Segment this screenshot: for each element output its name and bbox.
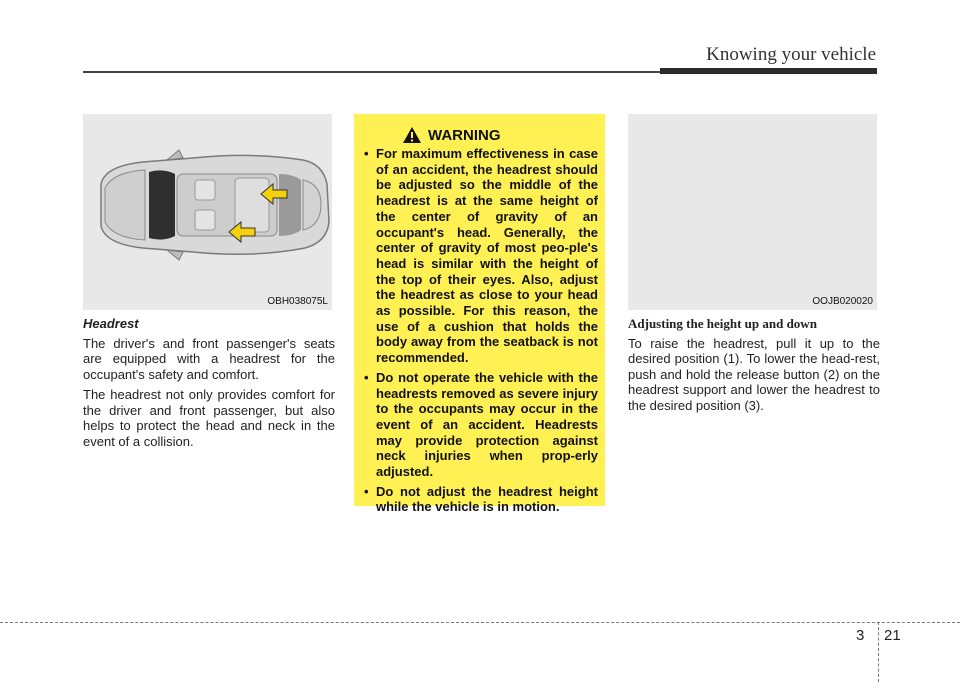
bullet: • <box>364 483 369 499</box>
warning-header <box>402 124 501 146</box>
bullet: • <box>364 146 369 161</box>
car-top-view-illustration <box>83 114 332 310</box>
warning-list <box>362 146 598 519</box>
warning-item-text: Do not operate the vehicle with the headrests removed as severe injury to the occupants may occur in the event of an accident. Headrests may provide protection against neck injuries when prop-erly adjusted. <box>376 369 598 480</box>
bullet: • <box>364 369 369 385</box>
header-title: Knowing your vehicle <box>706 44 876 65</box>
paragraph: To raise the headrest, pull it up to the desired position (1). To lower the head-rest, push and hold the release button (2) on the headrest support and lower the headrest to the desired position (3). <box>628 335 880 413</box>
figure-code: OOJB020020 <box>812 296 873 307</box>
paragraph: The driver's and front passenger's seats are equipped with a headrest for the occupant's safety and comfort. <box>83 335 335 382</box>
right-column <box>628 316 880 418</box>
left-column <box>83 316 335 454</box>
page-number-separator <box>878 622 879 682</box>
figure-code: OBH038075L <box>267 296 328 307</box>
car-top-view-figure <box>83 114 332 310</box>
warning-item <box>362 484 598 515</box>
warning-box <box>354 114 605 515</box>
section-heading: Adjusting the height up and down <box>628 316 817 331</box>
headrest-adjust-figure <box>628 114 877 310</box>
section-heading: Headrest <box>83 316 139 331</box>
warning-title: WARNING <box>428 126 501 144</box>
warning-item <box>362 146 598 366</box>
warning-triangle-icon <box>402 126 422 144</box>
warning-item <box>362 370 598 480</box>
warning-item-text: Do not adjust the headrest height while the vehicle is in motion. <box>376 483 598 515</box>
paragraph: The headrest not only provides comfort for the driver and front passenger, but also helps to protect the head and neck in the event of a collision. <box>83 387 335 449</box>
chapter-number: 3 <box>856 627 865 644</box>
header-rule-accent <box>660 68 877 74</box>
page-number: 21 <box>884 627 901 644</box>
footer-rule <box>0 622 960 623</box>
warning-item-text: For maximum effectiveness in case of an accident, the headrest should be adjusted so the middle of the headrest is at the same height of the center of gravity of an occupant's head. Generally, the center of gravity of most peo-ple's head is similar with the height of the top of their eyes. Also, adjust the headrest as close to your head as possible. For this reason, the use of a cushion that holds the body away from the seatback is not recommended. <box>376 146 598 366</box>
